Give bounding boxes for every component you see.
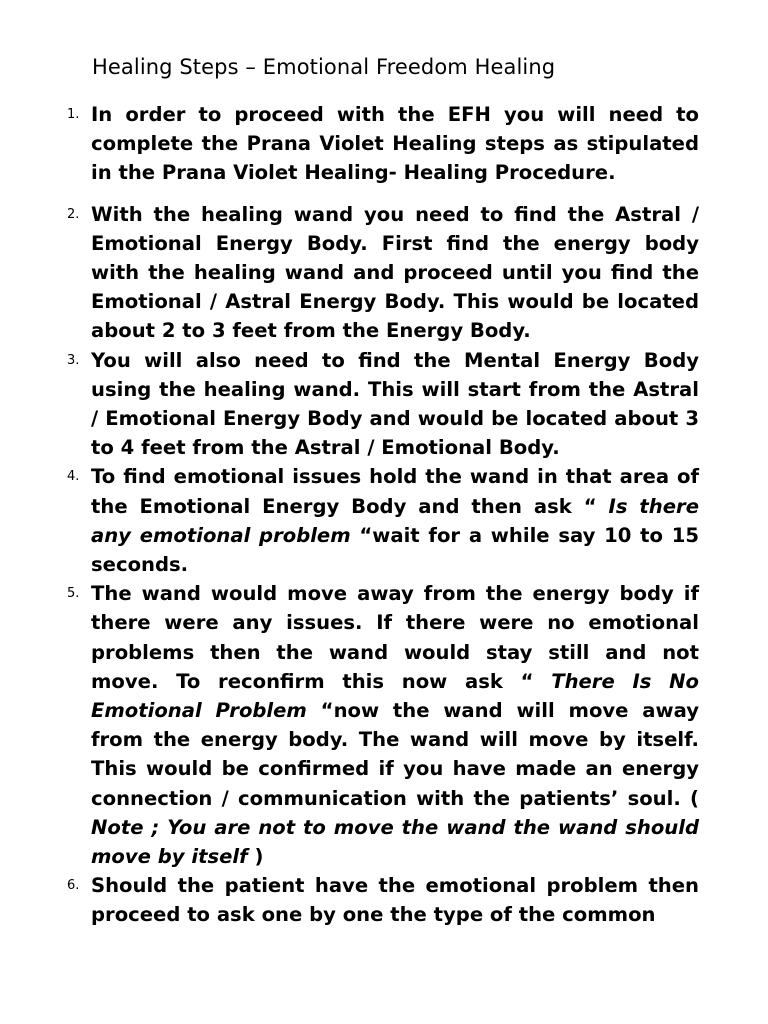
step-item-1 bbox=[67, 100, 699, 188]
step-number: 6. bbox=[67, 878, 80, 894]
step-text: You will also need to find the Mental Energy Body using the healing wand. This will start from the Astral / Emotional Energy Body and would be located about 3 to 4 feet from the Astral / Emotional Body. bbox=[91, 348, 699, 460]
step-text: “now the wand will move away from the energy body. The wand will move by itself. This would be confirmed if you have made an energy connection / communication with the patients’ soul. ( bbox=[91, 699, 700, 810]
page-title: Healing Steps – Emotional Freedom Healing bbox=[92, 55, 556, 79]
steps-list bbox=[0, 100, 768, 930]
step-text: ) bbox=[247, 845, 264, 869]
step-text: Should the patient have the emotional problem then proceed to ask one by one the type of the common bbox=[91, 874, 699, 927]
step-text: In order to proceed with the EFH you will need to complete the Prana Violet Healing steps as stipulated in the Prana Violet Healing- Healing Procedure. bbox=[91, 103, 699, 185]
step-item-6 bbox=[67, 871, 699, 929]
step-text-italic: There Is No Emotional Problem bbox=[91, 669, 700, 723]
step-number: 4. bbox=[67, 469, 80, 485]
step-item-3 bbox=[67, 346, 699, 463]
step-number: 5. bbox=[67, 586, 80, 602]
step-number: 2. bbox=[67, 206, 80, 222]
step-text: With the healing wand you need to find the Astral / Emotional Energy Body. First find the energy body with the healing wand and proceed until you find the Emotional / Astral Energy Body. This would be located about 2 to 3 feet from the Energy Body. bbox=[91, 202, 699, 343]
step-text-italic: Is there any emotional problem bbox=[91, 494, 699, 547]
step-text: “wait for a while say 10 to 15 seconds. bbox=[91, 523, 699, 577]
step-number: 3. bbox=[67, 352, 80, 368]
step-text: The wand would move away from the energy body if there were any issues. If there were no emotional problems then the wand would stay still and not move. To reconfirm this now ask “ bbox=[91, 582, 699, 693]
step-note-italic: Note ; You are not to move the wand the wand should move by itself bbox=[91, 815, 699, 869]
step-item-4 bbox=[67, 462, 699, 579]
step-number: 1. bbox=[67, 107, 80, 122]
step-text: To find emotional issues hold the wand in that area of the Emotional Energy Body and then ask “ bbox=[91, 465, 699, 518]
step-item-2 bbox=[67, 200, 699, 346]
step-item-5 bbox=[67, 579, 700, 871]
